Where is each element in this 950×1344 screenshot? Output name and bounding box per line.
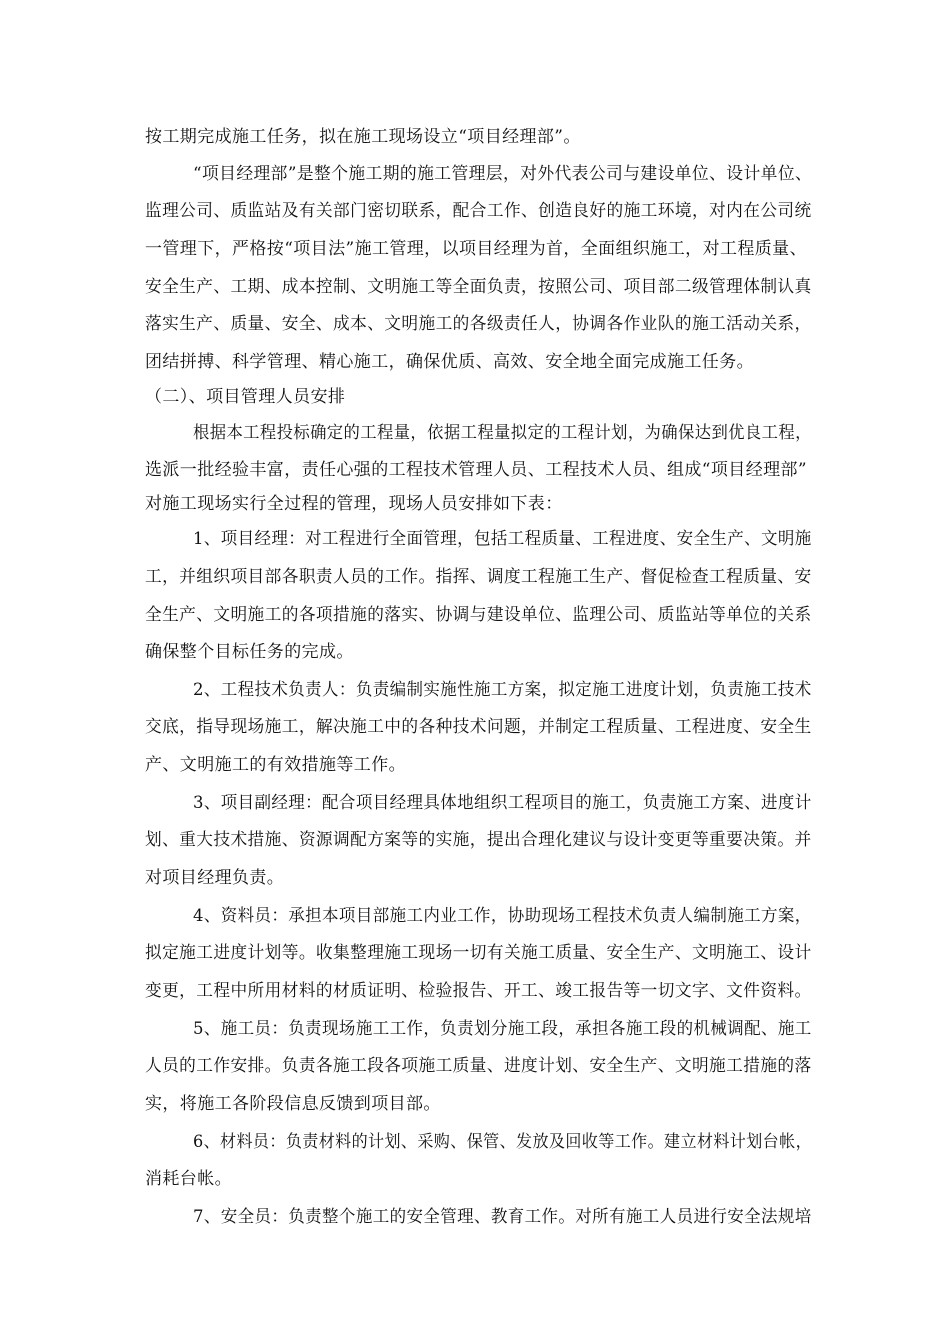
text-line: 变更，工程中所用材料的材质证明、检验报告、开工、竣工报告等一切文字、文件资料。 (145, 981, 812, 1001)
text-line: 工，并组织项目部各职责人员的工作。指挥、调度工程施工生产、督促检查工程质量、安 (145, 567, 812, 587)
text-line: 产、文明施工的有效措施等工作。 (145, 755, 406, 775)
text-line: 确保整个目标任务的完成。 (145, 642, 354, 662)
text-line: “项目经理部”是整个施工期的施工管理层，对外代表公司与建设单位、设计单位、 (193, 164, 813, 184)
text-line: 7、安全员：负责整个施工的安全管理、教育工作。对所有施工人员进行安全法规培 (193, 1207, 812, 1227)
section-heading: （二）、项目管理人员安排 (145, 387, 346, 407)
text-line: 一管理下，严格按“项目法”施工管理，以项目经理为首，全面组织施工，对工程质量、 (145, 239, 807, 259)
text-line: 3、项目副经理：配合项目经理具体地组织工程项目的施工，负责施工方案、进度计 (193, 793, 812, 813)
text-line: 选派一批经验丰富，责任心强的工程技术管理人员、工程技术人员、组成“项目经理部” (145, 460, 807, 480)
text-line: 2、工程技术负责人：负责编制实施性施工方案，拟定施工进度计划，负责施工技术 (193, 680, 812, 700)
text-line: 根据本工程投标确定的工程量，依据工程量拟定的工程计划，为确保达到优良工程， (193, 423, 812, 443)
text-line: 全生产、文明施工的各项措施的落实、协调与建设单位、监理公司、质监站等单位的关系 (145, 605, 812, 625)
text-line: 落实生产、质量、安全、成本、文明施工的各级责任人，协调各作业队的施工活动关系， (145, 314, 812, 334)
text-line: 实，将施工各阶段信息反馈到项目部。 (145, 1094, 441, 1114)
text-line: 对施工现场实行全过程的管理，现场人员安排如下表： (145, 494, 563, 514)
text-line: 监理公司、质监站及有关部门密切联系，配合工作、创造良好的施工环境，对内在公司统 (145, 201, 812, 221)
text-line: 对项目经理负责。 (145, 868, 285, 888)
text-line: 安全生产、工期、成本控制、文明施工等全面负责，按照公司、项目部二级管理体制认真 (145, 277, 812, 297)
text-line: 人员的工作安排。负责各施工段各项施工质量、进度计划、安全生产、文明施工措施的落 (145, 1056, 812, 1076)
text-line: 1、项目经理：对工程进行全面管理，包括工程质量、工程进度、安全生产、文明施 (193, 529, 812, 549)
text-line: 4、资料员：承担本项目部施工内业工作，协助现场工程技术负责人编制施工方案， (193, 906, 812, 926)
text-line: 团结拼搏、科学管理、精心施工，确保优质、高效、安全地全面完成施工任务。 (145, 352, 754, 372)
text-line: 消耗台帐。 (145, 1169, 232, 1189)
text-line: 划、重大技术措施、资源调配方案等的实施，提出合理化建议与设计变更等重要决策。并 (145, 830, 812, 850)
text-line: 按工期完成施工任务，拟在施工现场设立“项目经理部”。 (145, 127, 581, 147)
text-line: 5、施工员：负责现场施工工作，负责划分施工段，承担各施工段的机械调配、施工 (193, 1019, 812, 1039)
text-line: 交底，指导现场施工，解决施工中的各种技术问题，并制定工程质量、工程进度、安全生 (145, 717, 812, 737)
text-line: 6、材料员：负责材料的计划、采购、保管、发放及回收等工作。建立材料计划台帐， (193, 1132, 813, 1152)
text-line: 拟定施工进度计划等。收集整理施工现场一切有关施工质量、安全生产、文明施工、设计 (145, 943, 812, 963)
